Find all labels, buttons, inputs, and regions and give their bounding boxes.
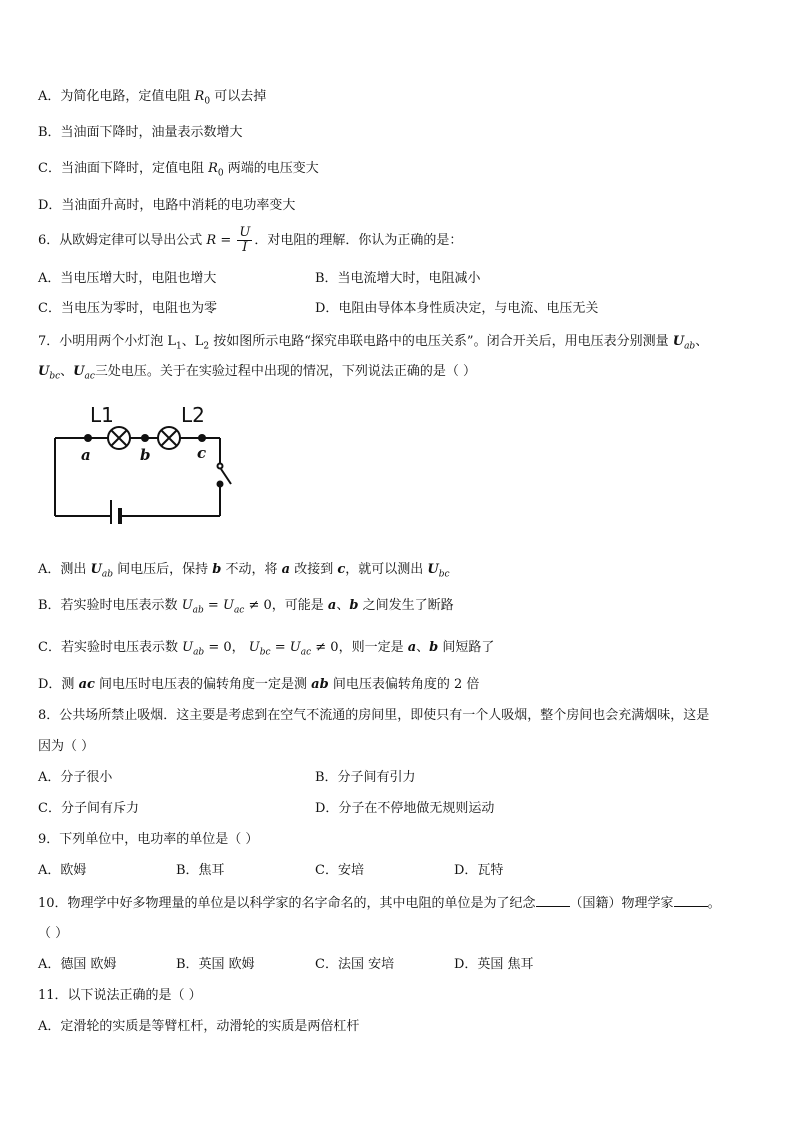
q10-stem-mid: （国籍）物理学家 xyxy=(569,896,674,911)
u-symbol: U xyxy=(182,640,194,655)
node-b xyxy=(141,434,149,442)
q5-option-a xyxy=(38,88,266,111)
q6-option-a: A．当电压增大时，电阻也增大 xyxy=(38,271,217,286)
q5-option-a-text: A．为简化电路，定值电阻 xyxy=(38,89,195,104)
u-symbol: U xyxy=(427,562,439,577)
q11-stem: 11．以下说法正确的是（ ） xyxy=(38,988,202,1003)
bc-subscript: bc xyxy=(438,569,450,580)
ac-subscript: ac xyxy=(300,647,312,658)
q8-option-b: B．分子间有引力 xyxy=(315,770,416,785)
q5-option-d: D．当油面升高时，电路中消耗的电功率变大 xyxy=(38,198,296,213)
u-symbol: U xyxy=(222,598,234,613)
formula-fraction xyxy=(237,226,252,255)
label-l2: L2 xyxy=(181,403,205,427)
q5-option-c xyxy=(38,160,319,183)
q10-option-b: B．英国 欧姆 xyxy=(176,957,255,972)
b-symbol: b xyxy=(429,640,439,655)
a-symbol: a xyxy=(327,598,337,613)
bc-subscript: bc xyxy=(259,647,271,658)
q5-option-c-tail: 两端的电压变大 xyxy=(223,161,319,176)
not-equal-zero: ≠ 0 xyxy=(244,598,272,613)
bc-subscript: bc xyxy=(49,371,61,382)
label-c: c xyxy=(197,444,207,462)
q8-option-d: D．分子在不停地做无规则运动 xyxy=(315,801,495,816)
answer-blank xyxy=(536,894,570,907)
q9-option-a: A．欧姆 xyxy=(38,863,87,878)
c-symbol: c xyxy=(337,562,346,577)
q9-option-b: B．焦耳 xyxy=(176,863,225,878)
a-symbol: a xyxy=(281,562,291,577)
u-symbol: U xyxy=(38,364,50,379)
separator: 、 xyxy=(416,640,430,655)
answer-blank xyxy=(674,894,708,907)
q10-paren: （ ） xyxy=(38,926,69,941)
q8-option-c: C．分子间有斥力 xyxy=(38,801,139,816)
q7c-3: 间短路了 xyxy=(438,640,495,655)
equals-zero: = 0 xyxy=(204,640,232,655)
q7a-5: ，就可以测出 xyxy=(345,562,428,577)
q7a-4: 改接到 xyxy=(290,562,338,577)
q7b-1: B．若实验时电压表示数 xyxy=(38,598,182,613)
label-a: a xyxy=(81,446,91,464)
q7b-2: ，可能是 xyxy=(271,598,328,613)
r0-symbol: R xyxy=(208,161,218,176)
b-symbol: b xyxy=(212,562,222,577)
u-symbol: U xyxy=(248,640,260,655)
q10-stem xyxy=(38,894,721,913)
not-equal-zero: ≠ 0 xyxy=(311,640,339,655)
q5-option-b: B．当油面下降时，油量表示数增大 xyxy=(38,125,243,140)
lamp-l1-icon xyxy=(108,427,130,449)
ab-subscript: ab xyxy=(101,569,114,580)
q7-stem-a: 7．小明用两个小灯泡 L xyxy=(38,334,177,349)
q9-option-c: C．安培 xyxy=(315,863,364,878)
ab-subscript: ab xyxy=(192,605,204,616)
q10-stem-end: 。 xyxy=(707,896,721,911)
u-symbol: U xyxy=(672,334,685,349)
q6-option-d: D．电阻由导体本身性质决定，与电流、电压无关 xyxy=(315,301,599,316)
separator: 、 xyxy=(336,598,350,613)
r0-subscript: 0 xyxy=(204,96,211,107)
l2-subscript: 2 xyxy=(203,341,210,352)
q6-stem-pre: 6．从欧姆定律可以导出公式 xyxy=(38,233,207,248)
q8-option-a: A．分子很小 xyxy=(38,770,113,785)
label-l1: L1 xyxy=(90,403,114,427)
q8-stem-line2: 因为（ ） xyxy=(38,739,95,754)
q11-option-a: A．定滑轮的实质是等臂杠杆，动滑轮的实质是两倍杠杆 xyxy=(38,1019,360,1034)
b-symbol: b xyxy=(349,598,359,613)
ab-subscript: ab xyxy=(684,341,696,352)
ab-symbol: ab xyxy=(311,677,329,692)
ac-subscript: ac xyxy=(84,371,95,382)
battery-icon xyxy=(111,500,120,524)
formula-numerator: U xyxy=(239,225,251,240)
q10-option-c: C．法国 安培 xyxy=(315,957,395,972)
q7-option-a xyxy=(38,561,450,584)
q7a-3: 不动，将 xyxy=(221,562,282,577)
lamp-l2-icon xyxy=(158,427,180,449)
q8-stem-line1: 8．公共场所禁止吸烟．这主要是考虑到在空气不流通的房间里，即使只有一个人吸烟，整个房间也会充满烟味，这是 xyxy=(38,708,710,723)
r0-symbol: R xyxy=(194,89,205,104)
equals: = xyxy=(203,598,223,613)
circuit-diagram xyxy=(50,392,250,524)
q7-stem-tail: 三处电压。关于在实验过程中出现的情况，下列说法正确的是（ ） xyxy=(94,364,477,379)
q7-stem-line1 xyxy=(38,333,708,356)
l1-subscript: 1 xyxy=(176,341,182,352)
q5-option-a-tail: 可以去掉 xyxy=(210,89,267,104)
q6-option-b: B．当电流增大时，电阻减小 xyxy=(315,271,481,286)
q7d-3: 间电压表偏转角度的 2 倍 xyxy=(328,677,480,692)
u-symbol: U xyxy=(289,640,301,655)
q7c-2: ，则一定是 xyxy=(338,640,408,655)
u-symbol: U xyxy=(90,562,102,577)
comma: ， xyxy=(231,640,245,655)
a-symbol: a xyxy=(407,640,417,655)
ac-symbol: ac xyxy=(78,677,95,692)
q7c-1: C．若实验时电压表示数 xyxy=(38,640,183,655)
separator: 、 xyxy=(60,364,74,379)
ac-subscript: ac xyxy=(233,605,245,616)
q10-option-a: A．德国 欧姆 xyxy=(38,957,117,972)
u-symbol: U xyxy=(181,598,193,613)
formula-denominator: I xyxy=(242,240,248,255)
q10-option-d: D．英国 焦耳 xyxy=(454,957,534,972)
q5-option-c-text: C．当油面下降时，定值电阻 xyxy=(38,161,209,176)
q7-option-d xyxy=(38,676,479,694)
q6-stem xyxy=(38,226,462,256)
separator: 、 xyxy=(695,334,709,349)
ab-subscript: ab xyxy=(193,647,205,658)
u-symbol: U xyxy=(73,364,85,379)
q7d-1: D．测 xyxy=(38,677,79,692)
node-c xyxy=(198,434,206,442)
switch-icon xyxy=(208,438,231,487)
q7a-2: 间电压后，保持 xyxy=(113,562,213,577)
label-b: b xyxy=(140,446,151,464)
q9-option-d: D．瓦特 xyxy=(454,863,504,878)
q7-option-b xyxy=(38,597,454,620)
q7-option-c xyxy=(38,639,494,662)
q7b-3: 之间发生了断路 xyxy=(358,598,454,613)
q6-option-c: C．当电压为零时，电阻也为零 xyxy=(38,301,217,316)
q10-stem-pre: 10．物理学中好多物理量的单位是以科学家的名字命名的，其中电阻的单位是为了纪念 xyxy=(38,896,536,911)
equals: = xyxy=(270,640,290,655)
q9-stem: 9．下列单位中，电功率的单位是（ ） xyxy=(38,832,259,847)
q7a-1: A．测出 xyxy=(38,562,91,577)
formula-lhs: R = xyxy=(206,233,232,248)
q7-stem-line2 xyxy=(38,363,476,386)
q7d-2: 间电压时电压表的偏转角度一定是测 xyxy=(94,677,312,692)
node-a xyxy=(84,434,92,442)
q7-stem-c: 按如图所示电路“探究串联电路中的电压关系”。闭合开关后，用电压表分别测量 xyxy=(209,334,673,349)
q6-stem-post: ．对电阻的理解．你认为正确的是： xyxy=(254,233,463,248)
q7-stem-b: 、L xyxy=(181,334,204,349)
r0-subscript: 0 xyxy=(217,168,224,179)
